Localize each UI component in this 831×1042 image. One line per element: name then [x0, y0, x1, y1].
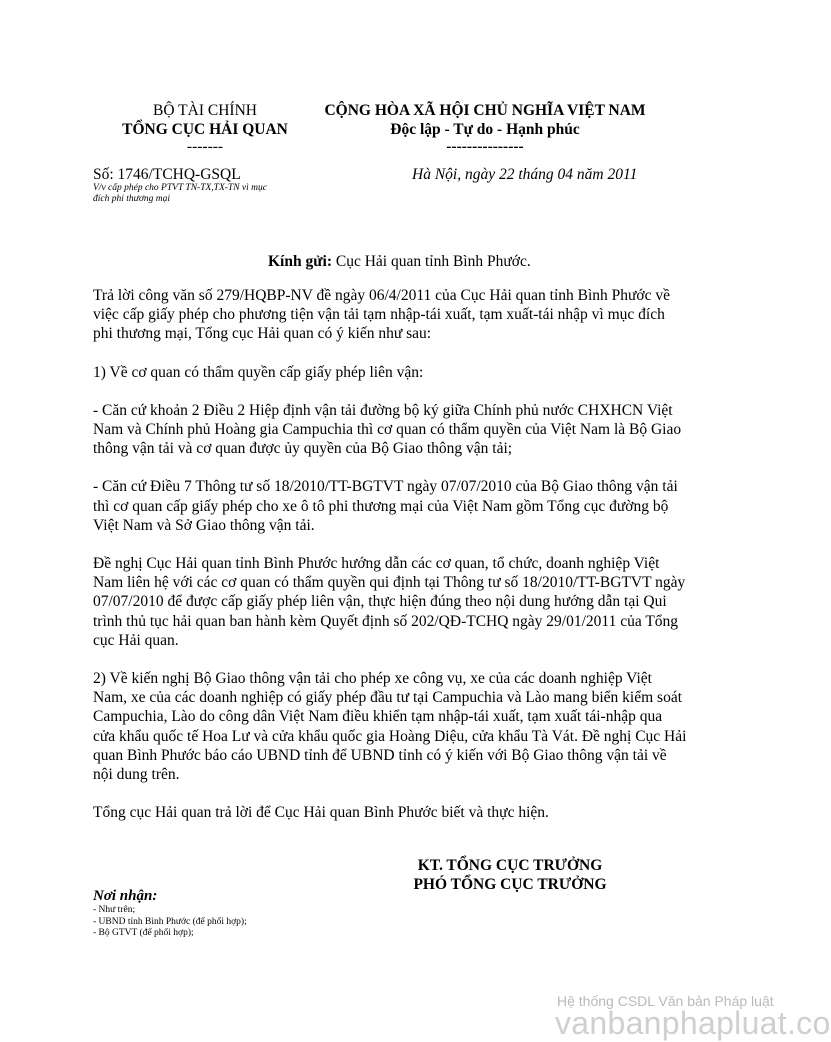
paragraph-closing: Tổng cục Hải quan trả lời để Cục Hải quan Bình Phước biết và thực hiện. [93, 804, 549, 822]
department-name: TỔNG CỤC HẢI QUAN [122, 121, 288, 138]
paragraph-section-2: 2) Về kiến nghị Bộ Giao thông vận tải cho phép xe công vụ, xe của các doanh nghiệp Việt Nam, xe của các doanh nghiệp có giấy phép đầu tư tại Campuchia và Lào mang biển kiểm soát Campuchia, Lào do công dân Việt Nam điều khiển tạm nhập-tái xuất, tạm xuất tái-nhập qua cửa khẩu quốc tế Hoa Lư và cửa khẩu quốc gia Hoàng Diệu, cửa khẩu Tà Vát. Đề nghị Cục Hải quan Bình Phước báo cáo UBND tỉnh để UBND tỉnh có ý kiến với Bộ Giao thông vận tải về nội dung trên. [93, 670, 687, 784]
recipient-item: - UBND tỉnh Bình Phước (để phối hợp); [93, 916, 247, 927]
national-title-block [300, 101, 670, 154]
motto-separator: --------------- [446, 138, 524, 155]
signature-line-2: PHÓ TỔNG CỤC TRƯỞNG [413, 876, 607, 893]
subject-line-2: đích phi thương mại [93, 194, 171, 204]
recipient-item: - Như trên; [93, 905, 136, 915]
issuer-block [95, 101, 315, 154]
addressee-label: Kính gửi: [268, 253, 332, 270]
issuer-separator: ------- [186, 138, 224, 155]
ministry-name: BỘ TÀI CHÍNH [153, 102, 257, 119]
signature-line-1: KT. TỔNG CỤC TRƯỞNG [417, 857, 603, 874]
place-date: Hà Nội, ngày 22 tháng 04 năm 2011 [412, 166, 638, 183]
paragraph-request: Đề nghị Cục Hải quan tỉnh Bình Phước hướng dẫn các cơ quan, tổ chức, doanh nghiệp Việt Nam liên hệ với các cơ quan có thẩm quyền qui định tại Thông tư số 18/2010/TT-BGTVT ngày 07/07/2010 để được cấp giấy phép liên vận, thực hiện đúng theo nội dung hướng dẫn tại Qui trình thủ tục hải quan ban hành kèm Quyết định số 202/QĐ-TCHQ ngày 29/01/2011 của Tổng cục Hải quan. [93, 555, 686, 649]
paragraph-reply: Trả lời công văn số 279/HQBP-NV đề ngày 06/4/2011 của Cục Hải quan tỉnh Bình Phước về việc cấp giấy phép cho phương tiện vận tải tạm nhập-tái xuất, tạm xuất-tái nhập vì mục đích phi thương mại, Tổng cục Hải quan có ý kiến như sau: [93, 287, 671, 343]
addressee [268, 252, 531, 271]
paragraph-basis-agreement: - Căn cứ khoản 2 Điều 2 Hiệp định vận tải đường bộ ký giữa Chính phủ nước CHXHCN Việt Nam và Chính phủ Hoàng gia Campuchia thì cơ quan có thẩm quyền của Việt Nam là Bộ Giao thông vận tải và cơ quan được ủy quyền của Bộ Giao thông vận tải; [93, 401, 682, 458]
recipients-title: Nơi nhận: [93, 888, 158, 904]
nation-name: CỘNG HÒA XÃ HỘI CHỦ NGHĨA VIỆT NAM [324, 102, 646, 119]
signature-block [390, 856, 630, 894]
national-motto: Độc lập - Tự do - Hạnh phúc [390, 121, 580, 138]
watermark-site[interactable]: vanbanphapluat.co [555, 1005, 831, 1041]
document-number: Số: 1746/TCHQ-GSQL [93, 166, 241, 183]
document-subject [93, 183, 333, 205]
recipient-item: - Bộ GTVT (để phối hợp); [93, 928, 194, 938]
recipients-block [93, 887, 353, 940]
letter-body [93, 286, 688, 822]
paragraph-basis-circular: - Căn cứ Điều 7 Thông tư số 18/2010/TT-BGTVT ngày 07/07/2010 của Bộ Giao thông vận tải thì cơ quan cấp giấy phép cho xe ô tô phi thương mại của Việt Nam gồm Tổng cục đường bộ Việt Nam và Sở Giao thông vận tải. [93, 478, 678, 534]
addressee-name: Cục Hải quan tỉnh Bình Phước. [332, 253, 531, 270]
watermark-caption: Hệ thống CSDL Văn bản Pháp luật [557, 993, 774, 1009]
paragraph-section-1-heading: 1) Về cơ quan có thẩm quyền cấp giấy phép liên vận: [93, 363, 424, 381]
subject-line-1: V/v cấp phép cho PTVT TN-TX,TX-TN vì mục [93, 183, 267, 193]
